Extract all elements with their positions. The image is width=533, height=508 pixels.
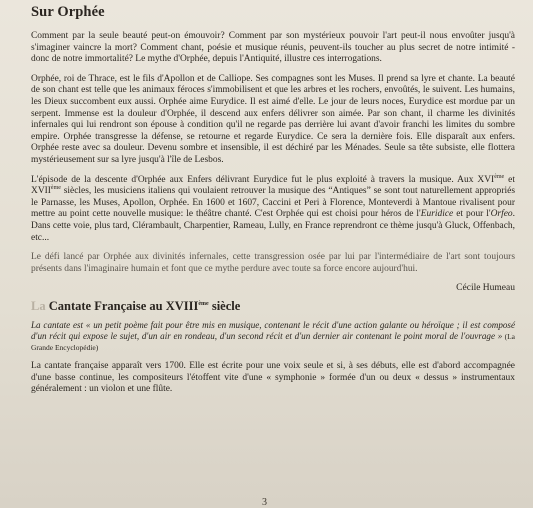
superscript-1: ème — [494, 173, 505, 180]
superscript-2: ème — [50, 184, 61, 191]
quote-text: La cantate est « un petit poème fait pour être mis en musique, contenant le récit d'une action galante ou héroïque ; il est composé d'un récit qui expose le sujet, d'un air en rondeau, d'un second récit et d'un dernier air contenant le point moral de l'ouvrage » — [31, 320, 515, 342]
episode-text-4: et pour l' — [453, 209, 491, 220]
page-number: 3 — [262, 497, 267, 508]
episode-paragraph — [31, 175, 515, 245]
title-main: Cantate Française au XVIII — [45, 299, 199, 314]
episode-text-1: L'épisode de la descente d'Orphée aux Enfers délivrant Eurydice fut le plus exploité à travers la musique. Aux XVI — [31, 174, 495, 185]
myth-paragraph: Orphée, roi de Thrace, est le fils d'Apollon et de Calliope. Ses compagnes sont les Muses. Il prend sa lyre et chante. La beauté de son chant est telle que les animaux féroces s'immobilisent et que les arbres et les rochers, envoûtés, le suivent. Les humains, les Dieux succombent eux aussi. Orphée aime Eurydice. Il est aimé d'elle. Le jour de leurs noces, Eurydice est mordue par un serpent. Immense est la douleur d'Orphée, il descend aux enfers délivrer son aimée. Par son chant, il charme les divinités infernales qui lui rendront son épouse à condition qu'il ne regarde pas derrière lui avant d'avoir franchi les limites du sombre empire. Orphée transgresse la défense, se retourne et regarde Eurydice. Ce sera la dernière fois. Elle disparaît aux enfers. Orphée reste avec sa douleur. Devenu sombre et insensible, il est déchiré par les Ménades. Seule sa tête subsiste, elle flottera mystérieusement sur sa lyre jusqu'à l'île de Lesbos. — [31, 73, 515, 165]
author-signature: Cécile Humeau — [456, 283, 515, 294]
title-lead: La — [31, 299, 46, 314]
episode-text-3: siècles, les musiciens italiens qui voulaient retrouver la musique des “Antiques” se sont tout naturellement appropriés le Parnasse, les Muses, Apollon, Orphée. En 1600 et 1607, Caccini et Peri à Florence, Monteverdi à Mantoue rivalisent pour mettre au point cette nouvelle musique: le théâtre chanté. C'est Orphée qui est choisi pour héros de l' — [31, 186, 515, 220]
orfeo-title: Orfeo — [490, 209, 513, 220]
section-title-orphee: Sur Orphée — [31, 4, 105, 20]
quote-source: (La Grande Encyclopédie) — [31, 332, 515, 353]
episode-text-2: et XVII — [31, 174, 515, 197]
episode-text-5: . Dans cette voie, plus tard, Clérambault, Charpentier, Rameau, Lully, en France reprendront ce thème jusqu'à Gluck, Offenbach, etc... — [31, 209, 515, 243]
title-superscript: ème — [198, 301, 209, 308]
cantate-quote — [31, 320, 515, 353]
cantate-body-paragraph: La cantate française apparaît vers 1700. Elle est écrite pour une voix seule et si, à ses débuts, elle est d'abord accompagnée d'une basse continue, les compositeurs l'étoffent vite d'une « symphonie » formée d'un ou deux « dessus » instrumentaux généralement : un violon et une flûte. — [31, 361, 515, 395]
defi-paragraph: Le défi lancé par Orphée aux divinités infernales, cette transgression osée par lui par l'intermédiaire de l'art sont toujours présents dans l'imaginaire humain et font que ce mythe perdure avec toute sa force encore aujourd'hui. — [31, 252, 515, 274]
euridice-title: Euridice — [420, 209, 454, 220]
title-end: siècle — [208, 299, 241, 314]
intro-paragraph: Comment par la seule beauté peut-on émouvoir? Comment par son mystérieux pouvoir l'art peut-il nous envoûter jusqu'à s'imaginer vaincre la mort? Comment chant, poésie et musique réunis, peuvent-ils toucher au plus secret de notre intimité - donc de notre immortalité? Le mythe d'Orphée, depuis l'Antiquité, illustre ces interrogations. — [31, 31, 515, 65]
section-title-cantate — [31, 299, 515, 314]
